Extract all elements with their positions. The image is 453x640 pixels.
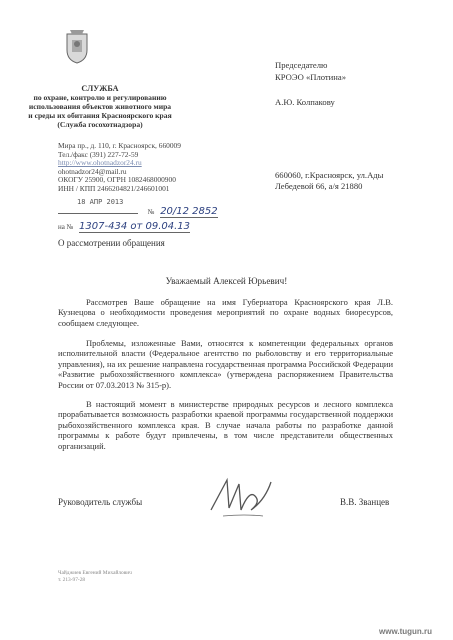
org-contacts (58, 142, 181, 194)
body-paragraph-1 (58, 297, 393, 328)
executor-info (58, 570, 132, 584)
addressee-address-1: 660060, г.Красноярск, ул.Ады (275, 170, 384, 180)
addressee-title-2: КРОЭО «Плотина» (275, 72, 346, 82)
site-watermark: www.tugun.ru (379, 627, 433, 636)
body-paragraph-3 (58, 399, 393, 451)
outgoing-number-row (58, 205, 248, 217)
executor-phone: т. 213-97-28 (58, 577, 86, 583)
org-email: ohotnadzor24@mail.ru (58, 166, 127, 176)
body-paragraph-2 (58, 338, 393, 390)
org-header (0, 84, 200, 129)
registration-date-stamp: 18 АПР 2013 (77, 198, 124, 206)
org-inn: ИНН / КПП 2466204821/246601001 (58, 183, 170, 193)
reference-number-prefix: на № (58, 223, 74, 231)
org-website-link[interactable]: http://www.ohotnadzor24.ru (58, 158, 142, 168)
coat-of-arms-icon (64, 28, 90, 64)
outgoing-number-handwritten: 20/12 2852 (160, 206, 218, 217)
org-phone: Тел./факс (391) 227-72-59 (58, 149, 139, 159)
date-underline (58, 205, 138, 214)
addressee-address-2: Лебедевой 66, а/я 21880 (275, 181, 363, 191)
org-line-2: использования объектов животного мира (28, 102, 172, 111)
outgoing-number-prefix: № (147, 208, 155, 216)
org-line-1: по охране, контролю и регулированию (33, 93, 167, 102)
salutation: Уважаемый Алексей Юрьевич! (165, 276, 288, 286)
org-address: Мира пр., д. 110, г. Красноярск, 660009 (58, 141, 181, 150)
addressee-name: А.Ю. Колпакову (275, 97, 335, 107)
body-paragraph-1-text: Рассмотрев Ваше обращение на имя Губернатора Красноярского края Л.В. Кузнецова о необходимости проведения мероприятий по охране водных биоресурсов, сообщаем следующее. (58, 297, 393, 328)
org-line-3: и среды их обитания Красноярского края (28, 111, 172, 120)
reference-number-handwritten: 1307-434 от 09.04.13 (79, 221, 191, 232)
signatory-position: Руководитель службы (58, 497, 143, 507)
letter-subject: О рассмотрении обращения (58, 238, 165, 248)
handwritten-signature (205, 470, 275, 522)
executor-name: Чайджиев Евгений Михайлович (58, 570, 132, 576)
signatory-name: В.В. Званцев (340, 497, 390, 507)
org-title: СЛУЖБА (81, 84, 119, 93)
addressee-title-1: Председателю (275, 60, 328, 70)
reference-number-row (58, 221, 190, 232)
body-paragraph-3-text: В настоящий момент в министерстве природных ресурсов и лесного комплекса прорабатывается возможность разработки краевой программы государственной поддержки рыбохозяйственного комплекса края. В случае начала работы по разработке данной программы к работе будут привлечены, в том числе представители общественных организаций. (58, 399, 393, 451)
org-line-4: (Служба госохотнадзора) (57, 120, 143, 129)
org-okogu: ОКОГУ 25900, ОГРН 1082468000900 (58, 175, 176, 185)
body-paragraph-2-text: Проблемы, изложенные Вами, относятся к компетенции федеральных органов исполнительной власти (Федеральное агентство по рыболовству и его территориальные управления), на их решение направлена государственная программа Российской Федерации «Развитие рыбохозяйственного комплекса» (утверждена распоряжением Правительства России от 07.03.2013 № 315-р). (58, 338, 393, 390)
